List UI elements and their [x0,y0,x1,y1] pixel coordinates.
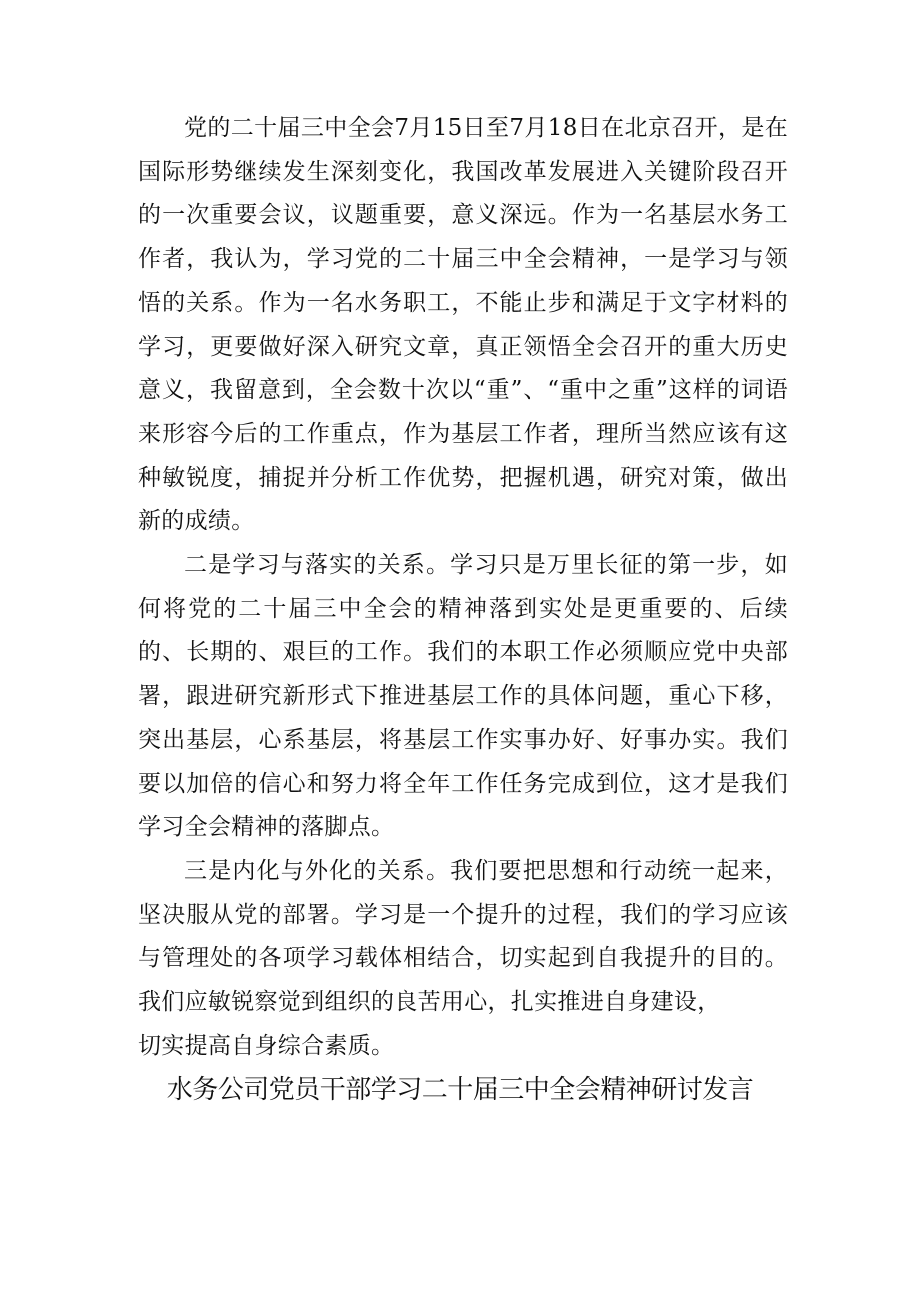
paragraph-4: 切实提高自身综合素质。 [138,1032,395,1059]
paragraph-3: 三是内化与外化的关系。我们要把思想和行动统一起来，坚决服从党的部署。学习是一个提升的过程，我们的学习应该与管理处的各项学习载体相结合，切实起到自我提升的目的。我们应敏锐察觉到组织的良苦用心，扎实推进自身建设， [138,857,788,1016]
paragraph-2: 二是学习与落实的关系。学习只是万里长征的第一步，如何将党的二十届三中全会的精神落到实处是更重要的、后续的、长期的、艰巨的工作。我们的本职工作必须顺应党中央部署，跟进研究新形式下推进基层工作的具体问题，重心下移，突出基层，心系基层，将基层工作实事办好、好事办实。我们要以加倍的信心和努力将全年工作任务完成到位，这才是我们学习全会精神的落脚点。 [138,552,788,841]
document-title: 水务公司党员干部学习二十届三中全会精神研讨发言 [166,1075,754,1105]
paragraph-1: 党的二十届三中全会7月15日至7月18日在北京召开，是在国际形势继续发生深刻变化，我国改革发展进入关键阶段召开的一次重要会议，议题重要，意义深远。作为一名基层水务工作者，我认为，学习党的二十届三中全会精神，一是学习与领悟的关系。作为一名水务职工，不能止步和满足于文字材料的学习，更要做好深入研究文章，真正领悟全会召开的重大历史意义，我留意到，全会数十次以“重”、“重中之重”这样的词语来形容今后的工作重点，作为基层工作者，理所当然应该有这种敏锐度，捕捉并分析工作优势，把握机遇，研究对策，做出新的成绩。 [138,115,788,535]
document-body [138,107,788,1068]
